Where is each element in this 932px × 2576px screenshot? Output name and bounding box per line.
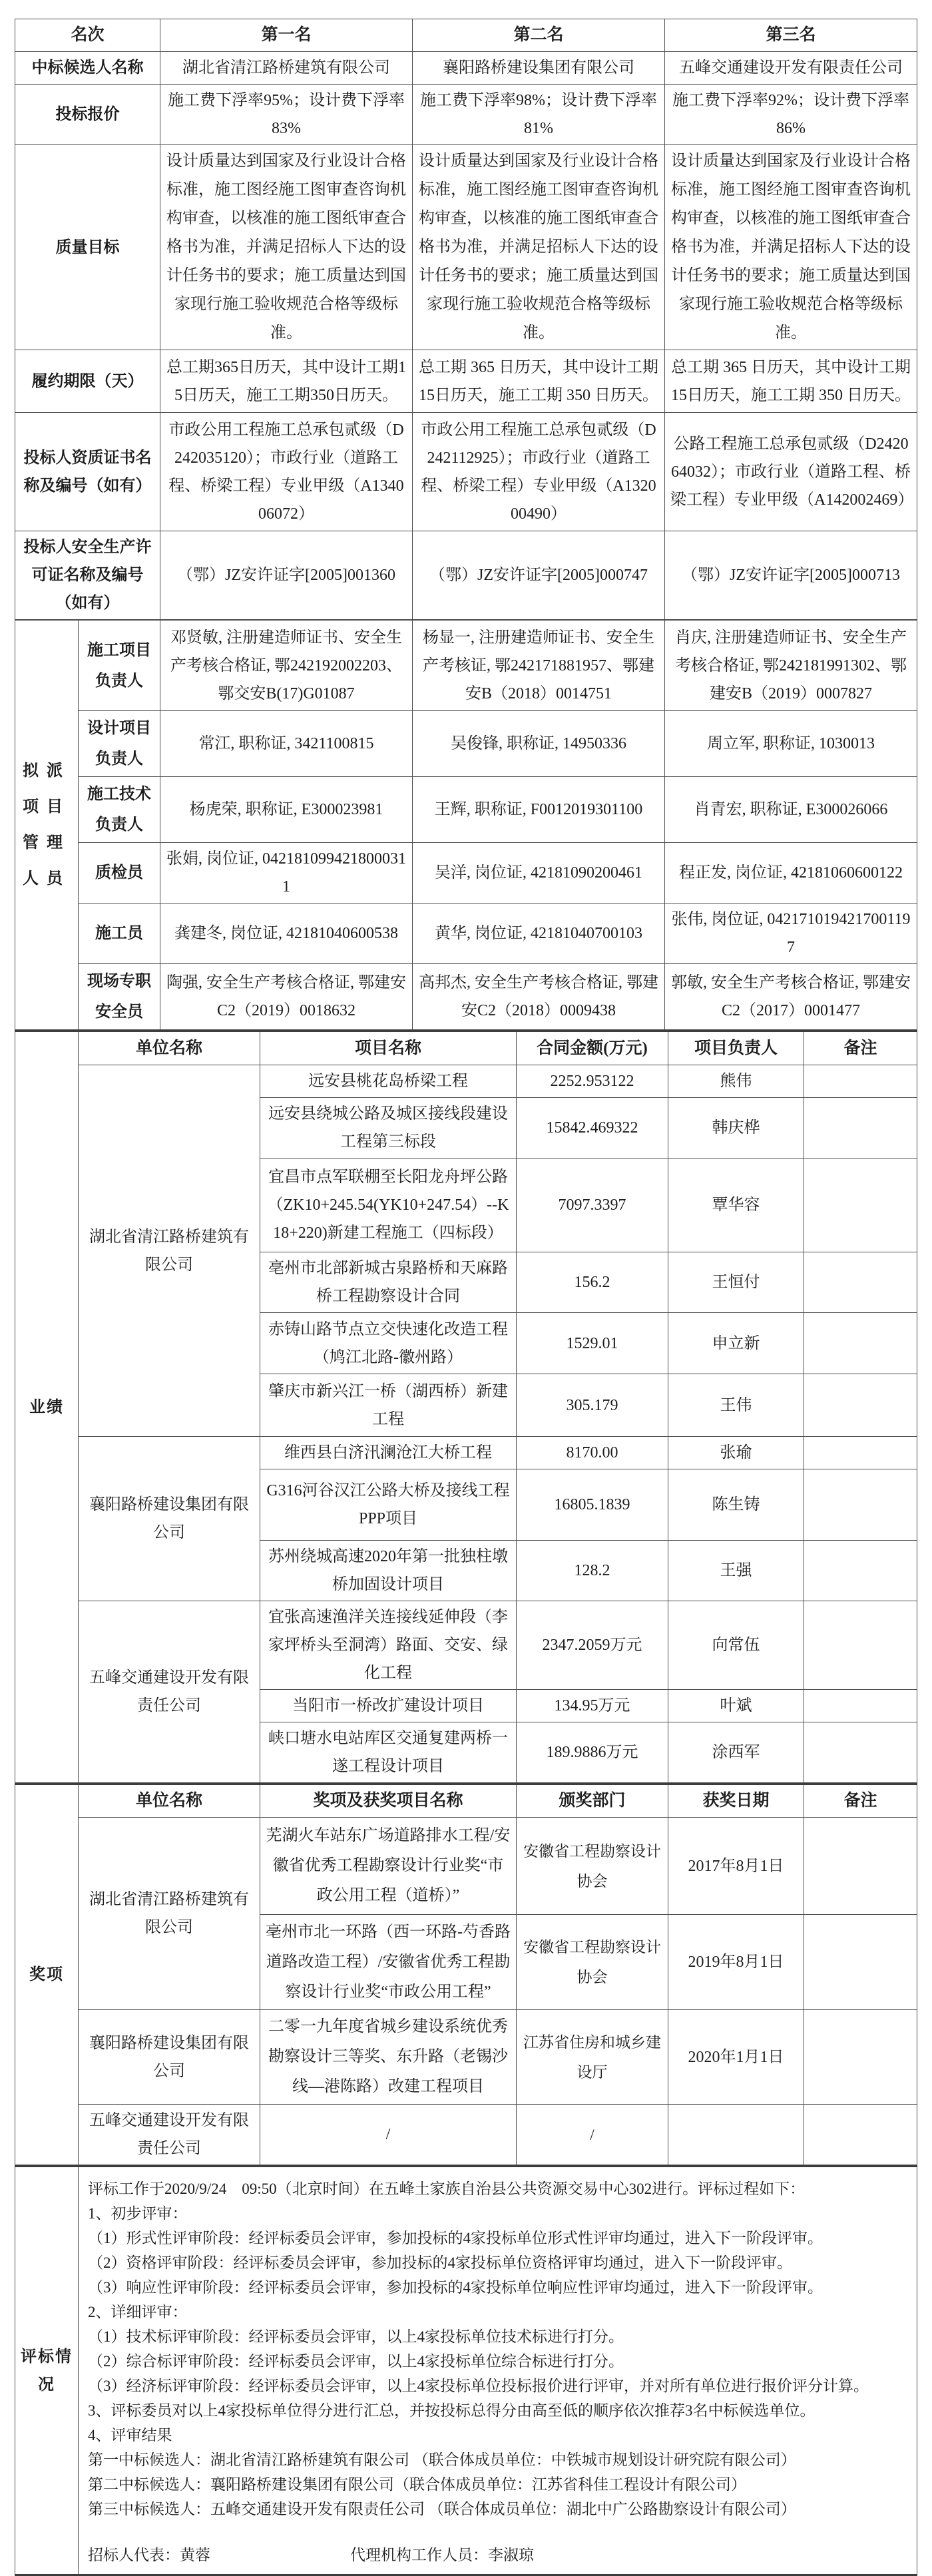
evaluation-line: 第二中标候选人：襄阳路桥建设集团有限公司（联合体成员单位：江苏省科佳工程设计有限公司） — [88, 2476, 746, 2493]
note-cell — [804, 1098, 917, 1159]
award-dept: 安徽省工程勘察设计协会 — [517, 1818, 668, 1915]
evaluation-line: （3）响应性评审阶段：经评标委员会评审，参加投标的4家投标单位响应性评审均通过，进入下一阶段评审。 — [88, 2279, 823, 2296]
project-name: 宜张高速渔洋关连接线延伸段（李家坪桥头至洞湾）路面、交安、绿化工程 — [260, 1601, 517, 1690]
candidate-name-3: 五峰交通建设开发有限责任公司 — [665, 52, 917, 85]
tenderer-representative: 招标人代表：黄蓉 — [88, 2547, 210, 2563]
project-name: 苏州绕城高速2020年第一批独柱墩桥加固设计项目 — [260, 1541, 517, 1601]
note-cell — [804, 1159, 917, 1252]
project-name: 远安县桃花岛桥梁工程 — [260, 1065, 517, 1098]
duration-1: 总工期365日历天，其中设计工期15日历天，施工工期350日历天。 — [160, 350, 413, 413]
quality-inspector-3: 程正发, 岗位证, 42181060600122 — [665, 843, 917, 903]
project-leader: 陈生铸 — [668, 1469, 804, 1541]
bid-price-1: 施工费下浮率95%；设计费下浮率83% — [160, 85, 413, 145]
evaluation-line: 第一中标候选人：湖北省清江路桥建筑有限公司 （联合体成员单位：中铁城市规划设计研究院有限公司） — [88, 2451, 796, 2468]
award-company-2: 襄阳路桥建设集团有限公司 — [79, 2010, 260, 2105]
award-header-company: 单位名称 — [79, 1784, 260, 1818]
constructor-1: 龚建冬, 岗位证, 42181040600538 — [160, 903, 413, 964]
section-staff — [15, 620, 917, 1030]
constructor-3: 张伟, 岗位证, 0421710194217001197 — [665, 903, 917, 964]
perf-company-1: 湖北省清江路桥建筑有限公司 — [79, 1065, 260, 1437]
section-general — [15, 19, 917, 620]
project-amount: 7097.3397 — [517, 1159, 668, 1252]
tech-manager-3: 肖青宏, 职称证, E300026066 — [665, 777, 917, 843]
award-date: 2017年8月1日 — [668, 1818, 804, 1915]
tech-manager-2: 王辉, 职称证, F0012019301100 — [413, 777, 665, 843]
award-company-1: 湖北省清江路桥建筑有限公司 — [79, 1818, 260, 2010]
design-manager-1: 常江, 职称证, 3421100815 — [160, 711, 413, 777]
project-amount: 8170.00 — [517, 1437, 668, 1469]
award-dept: / — [517, 2105, 668, 2165]
tech-manager-label: 施工技术负责人 — [79, 777, 160, 843]
safety-officer-1: 陶强, 安全生产考核合格证, 鄂建安C2（2019）0018632 — [160, 964, 413, 1030]
table-row — [15, 1437, 917, 1469]
duration-3: 总工期 365 日历天，其中设计工期15日历天，施工工期 350 日历天。 — [665, 350, 917, 413]
award-name: / — [260, 2105, 517, 2165]
candidate-name-2: 襄阳路桥建设集团有限公司 — [413, 52, 665, 85]
project-name: 亳州市北部新城古泉路桥和天麻路桥工程勘察设计合同 — [260, 1252, 517, 1313]
table-row — [15, 1601, 917, 1690]
table-row — [15, 1065, 917, 1098]
evaluation-line: （1）技术标评审阶段：经评标委员会评审，以上4家投标单位技术标进行打分。 — [88, 2328, 624, 2345]
note-cell — [804, 1252, 917, 1313]
qualification-1: 市政公用工程施工总承包贰级（D242035120）；市政行业（道路工程、桥梁工程）专业甲级（A134006072） — [160, 413, 413, 531]
note-cell — [804, 1374, 917, 1437]
table-row — [15, 145, 917, 350]
rank-second: 第二名 — [413, 19, 665, 52]
rank-label: 名次 — [15, 19, 160, 52]
project-name: 当阳市一桥改扩建设计项目 — [260, 1690, 517, 1722]
note-cell — [804, 1601, 917, 1690]
evaluation-line: （3）经济标评审阶段：经评标委员会评审，以上4家投标单位投标报价进行评审，并对所有单位进行报价评分计算。 — [88, 2378, 869, 2394]
evaluation-line: 第三中标候选人：五峰交通建设开发有限责任公司 （联合体成员单位：湖北中广公路勘察设计有限公司） — [88, 2501, 796, 2517]
table-row — [15, 843, 917, 903]
evaluation-group-label: 评标情况 — [15, 2167, 79, 2575]
project-leader: 王伟 — [668, 1374, 804, 1437]
award-dept: 江苏省住房和城乡建设厅 — [517, 2010, 668, 2105]
rank-third: 第三名 — [665, 19, 917, 52]
qualification-label: 投标人资质证书名称及编号（如有） — [15, 413, 160, 531]
table-row — [15, 777, 917, 843]
project-leader: 涂西军 — [668, 1722, 804, 1783]
constructor-2: 黄华, 岗位证, 42181040700103 — [413, 903, 665, 964]
table-row — [15, 52, 917, 85]
note-cell — [804, 1541, 917, 1601]
quality-goal-label: 质量目标 — [15, 145, 160, 350]
quality-goal-1: 设计质量达到国家及行业设计合格标准，施工图经施工图审查咨询机构审查，以核准的施工图纸审查合格书为准，并满足招标人下达的设计任务书的要求；施工质量达到国家现行施工验收规范合格等级标准。 — [160, 145, 413, 350]
rank-first: 第一名 — [160, 19, 413, 52]
award-header-note: 备注 — [804, 1784, 917, 1818]
project-name: 赤铸山路节点立交快速化改造工程（鸠江北路-徽州路） — [260, 1313, 517, 1374]
award-date: 2020年1月1日 — [668, 2010, 804, 2105]
project-leader: 申立新 — [668, 1313, 804, 1374]
project-amount: 134.95万元 — [517, 1690, 668, 1722]
project-leader: 韩庆桦 — [668, 1098, 804, 1159]
constructor-label: 施工员 — [79, 903, 160, 964]
award-company-3: 五峰交通建设开发有限责任公司 — [79, 2105, 260, 2165]
project-amount: 156.2 — [517, 1252, 668, 1313]
quality-goal-3: 设计质量达到国家及行业设计合格标准，施工图经施工图审查咨询机构审查，以核准的施工图纸审查合格书为准，并满足招标人下达的设计任务书的要求；施工质量达到国家现行施工验收规范合格等级标准。 — [665, 145, 917, 350]
table-row — [15, 711, 917, 777]
evaluation-line: 1、初步评审： — [88, 2205, 188, 2222]
safety-license-2: （鄂）JZ安许证字[2005]000747 — [413, 531, 665, 620]
note-cell — [804, 2105, 917, 2165]
quality-goal-2: 设计质量达到国家及行业设计合格标准，施工图经施工图审查咨询机构审查，以核准的施工图纸审查合格书为准，并满足招标人下达的设计任务书的要求；施工质量达到国家现行施工验收规范合格等级标准。 — [413, 145, 665, 350]
safety-officer-label: 现场专职安全员 — [79, 964, 160, 1030]
perf-header-leader: 项目负责人 — [668, 1031, 804, 1065]
note-cell — [804, 2010, 917, 2105]
award-header-date: 获奖日期 — [668, 1784, 804, 1818]
perf-company-2: 襄阳路桥建设集团有限公司 — [79, 1437, 260, 1601]
safety-license-1: （鄂）JZ安许证字[2005]001360 — [160, 531, 413, 620]
project-amount: 15842.469322 — [517, 1098, 668, 1159]
project-amount: 2252.953122 — [517, 1065, 668, 1098]
award-name: 二零一九年度省城乡建设系统优秀勘察设计三等奖、东升路（老锡沙线—港陈路）改建工程项目 — [260, 2010, 517, 2105]
award-header-dept: 颁奖部门 — [517, 1784, 668, 1818]
table-row — [15, 2105, 917, 2165]
design-manager-3: 周立军, 职称证, 1030013 — [665, 711, 917, 777]
table-row — [15, 1031, 917, 1065]
agency-staff: 代理机构工作人员：李淑琼 — [350, 2547, 534, 2563]
table-row — [15, 964, 917, 1030]
evaluation-line: （2）综合标评审阶段：经评标委员会评审，以上4家投标单位综合标进行打分。 — [88, 2353, 624, 2370]
project-amount: 189.9886万元 — [517, 1722, 668, 1783]
safety-license-label: 投标人安全生产许可证名称及编号（如有） — [15, 531, 160, 620]
performance-group-label: 业绩 — [15, 1031, 79, 1783]
project-name: 峡口塘水电站库区交通复建两桥一遂工程设计项目 — [260, 1722, 517, 1783]
project-leader: 王强 — [668, 1541, 804, 1601]
note-cell — [804, 1437, 917, 1469]
design-manager-label: 设计项目负责人 — [79, 711, 160, 777]
table-row — [15, 621, 917, 711]
table-row — [15, 531, 917, 620]
note-cell — [804, 1722, 917, 1783]
project-amount: 1529.01 — [517, 1313, 668, 1374]
section-awards — [15, 1783, 917, 2165]
award-name: 芜湖火车站东广场道路排水工程/安徽省优秀工程勘察设计行业奖“市政公用工程（道桥）” — [260, 1818, 517, 1915]
staff-group-label: 拟派项目管理人员 — [15, 621, 79, 1030]
award-date — [668, 2105, 804, 2165]
table-row — [15, 85, 917, 145]
bid-price-2: 施工费下浮率98%；设计费下浮率81% — [413, 85, 665, 145]
project-leader: 王恒付 — [668, 1252, 804, 1313]
perf-header-amount: 合同金额(万元) — [517, 1031, 668, 1065]
project-amount: 305.179 — [517, 1374, 668, 1437]
perf-company-3: 五峰交通建设开发有限责任公司 — [79, 1601, 260, 1783]
table-row — [15, 1818, 917, 1915]
table-row — [15, 19, 917, 52]
note-cell — [804, 1469, 917, 1541]
bid-result-table — [15, 19, 917, 2576]
safety-officer-3: 郭敏, 安全生产考核合格证, 鄂建安C2（2017）0001477 — [665, 964, 917, 1030]
evaluation-line: 评标工作于2020/9/24 09:50（北京时间）在五峰土家族自治县公共资源交易中心302进行。评标过程如下： — [88, 2181, 806, 2197]
construction-manager-1: 邓贤敏, 注册建造师证书、安全生产考核合格证, 鄂242192002203、鄂交安B(17)G01087 — [160, 621, 413, 711]
section-evaluation — [15, 2165, 917, 2576]
evaluation-content — [79, 2167, 917, 2575]
quality-inspector-1: 张娟, 岗位证, 0421810994218000311 — [160, 843, 413, 903]
table-row — [15, 350, 917, 413]
note-cell — [804, 1818, 917, 1915]
safety-license-3: （鄂）JZ安许证字[2005]000713 — [665, 531, 917, 620]
evaluation-footer — [88, 2543, 906, 2567]
project-leader: 叶斌 — [668, 1690, 804, 1722]
safety-officer-2: 高邦杰, 安全生产考核合格证, 鄂建安C2（2018）0009438 — [413, 964, 665, 1030]
note-cell — [804, 1915, 917, 2010]
project-name: 宜昌市点军联棚至长阳龙舟坪公路（ZK10+245.54(YK10+247.54）--K18+220)新建工程施工（四标段） — [260, 1159, 517, 1252]
evaluation-line: 2、详细评审： — [88, 2304, 188, 2320]
project-name: 维西县白济汛澜沧江大桥工程 — [260, 1437, 517, 1469]
duration-label: 履约期限（天） — [15, 350, 160, 413]
perf-header-note: 备注 — [804, 1031, 917, 1065]
project-leader: 张瑜 — [668, 1437, 804, 1469]
evaluation-line: 3、评标委员对以上4家投标单位得分进行汇总，并按投标总得分由高至低的顺序依次推荐3名中标候选单位。 — [88, 2402, 816, 2419]
project-amount: 2347.2059万元 — [517, 1601, 668, 1690]
perf-header-company: 单位名称 — [79, 1031, 260, 1065]
project-leader: 向常伍 — [668, 1601, 804, 1690]
perf-header-project: 项目名称 — [260, 1031, 517, 1065]
duration-2: 总工期 365 日历天，其中设计工期15日历天，施工工期 350 日历天。 — [413, 350, 665, 413]
note-cell — [804, 1065, 917, 1098]
project-amount: 16805.1839 — [517, 1469, 668, 1541]
candidate-name-label: 中标候选人名称 — [15, 52, 160, 85]
table-row — [15, 2167, 917, 2575]
project-amount: 128.2 — [517, 1541, 668, 1601]
construction-manager-2: 杨显一, 注册建造师证书、安全生产考核证, 鄂242171881957、鄂建安B（2018）0014751 — [413, 621, 665, 711]
candidate-name-1: 湖北省清江路桥建筑有限公司 — [160, 52, 413, 85]
project-name: 远安县绕城公路及城区接线段建设工程第三标段 — [260, 1098, 517, 1159]
table-row — [15, 903, 917, 964]
bid-price-label: 投标报价 — [15, 85, 160, 145]
project-leader: 覃华容 — [668, 1159, 804, 1252]
table-row — [15, 2010, 917, 2105]
quality-inspector-2: 吴洋, 岗位证, 42181090200461 — [413, 843, 665, 903]
award-dept: 安徽省工程勘察设计协会 — [517, 1915, 668, 2010]
construction-manager-label: 施工项目负责人 — [79, 621, 160, 711]
note-cell — [804, 1313, 917, 1374]
quality-inspector-label: 质检员 — [79, 843, 160, 903]
bid-price-3: 施工费下浮率92%；设计费下浮率86% — [665, 85, 917, 145]
table-row — [15, 1784, 917, 1818]
evaluation-line: （1）形式性评审阶段：经评标委员会评审，参加投标的4家投标单位形式性评审均通过，进入下一阶段评审。 — [88, 2230, 823, 2246]
award-date: 2019年8月1日 — [668, 1915, 804, 2010]
qualification-2: 市政公用工程施工总承包贰级（D242112925）；市政行业（道路工程、桥梁工程）专业甲级（A132000490） — [413, 413, 665, 531]
project-name: G316河谷汉江公路大桥及接线工程PPP项目 — [260, 1469, 517, 1541]
award-name: 亳州市北一环路（西一环路-芍香路道路改造工程）/安徽省优秀工程勘察设计行业奖“市政公用工程” — [260, 1915, 517, 2010]
qualification-3: 公路工程施工总承包贰级（D242064032）；市政行业（道路工程、桥梁工程）专业甲级（A142002469） — [665, 413, 917, 531]
construction-manager-3: 肖庆, 注册建造师证书、安全生产考核合格证, 鄂242181991302、鄂建安B（2019）0007827 — [665, 621, 917, 711]
table-row — [15, 413, 917, 531]
awards-group-label: 奖项 — [15, 1784, 79, 2165]
section-performance — [15, 1030, 917, 1783]
project-name: 肇庆市新兴江一桥（湖西桥）新建工程 — [260, 1374, 517, 1437]
note-cell — [804, 1690, 917, 1722]
tech-manager-1: 杨虎荣, 职称证, E300023981 — [160, 777, 413, 843]
award-header-name: 奖项及获奖项目名称 — [260, 1784, 517, 1818]
project-leader: 熊伟 — [668, 1065, 804, 1098]
evaluation-line: 4、评审结果 — [88, 2427, 172, 2444]
evaluation-line: （2）资格评审阶段：经评标委员会评审，参加投标的4家投标单位资格评审均通过，进入下一阶段评审。 — [88, 2254, 792, 2271]
design-manager-2: 吴俊锋, 职称证, 14950336 — [413, 711, 665, 777]
